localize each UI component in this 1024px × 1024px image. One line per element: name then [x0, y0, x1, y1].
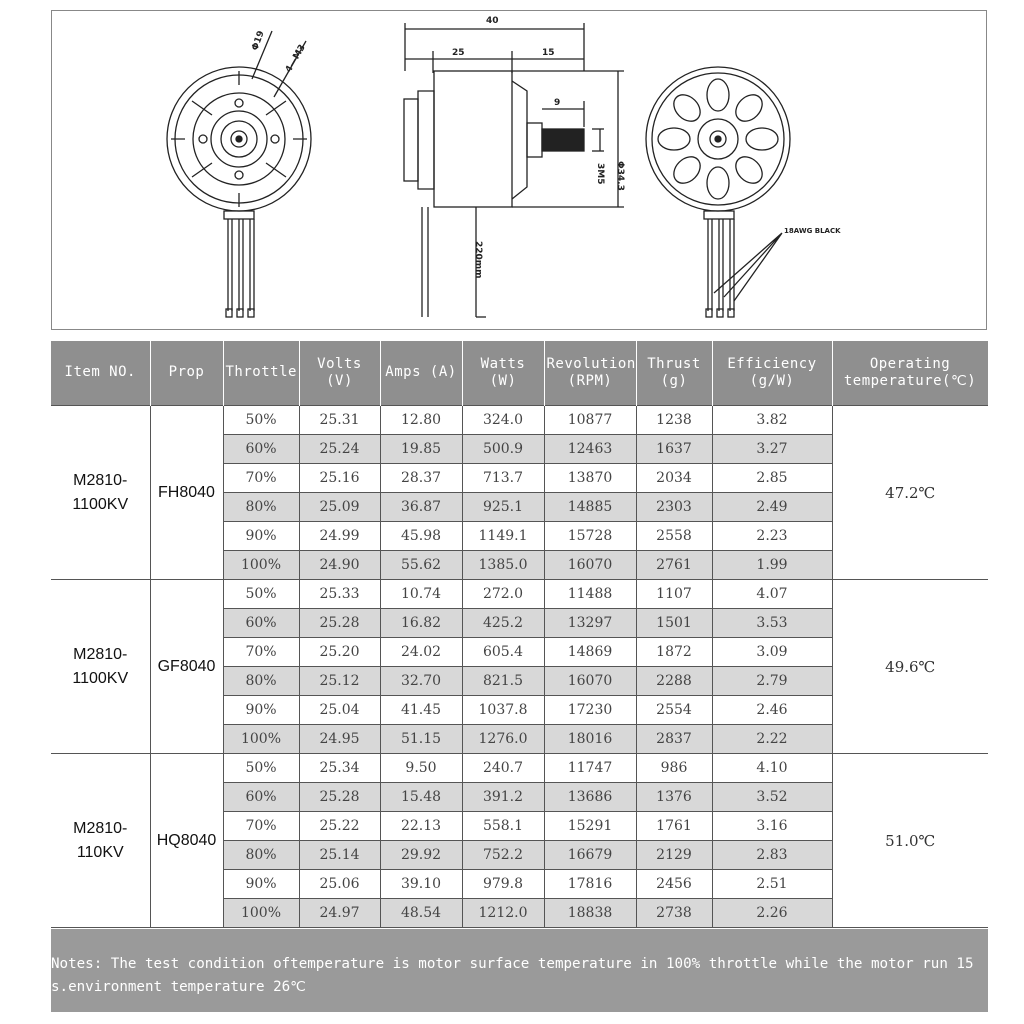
table-cell: 4.07	[712, 580, 832, 609]
table-cell: 2.49	[712, 493, 832, 522]
table-cell: 12.80	[380, 406, 462, 435]
dim-shaft-extension: 15	[542, 48, 555, 58]
table-cell: 16070	[544, 551, 636, 580]
table-cell: 90%	[223, 522, 299, 551]
table-cell: 16070	[544, 667, 636, 696]
column-header: Watts (W)	[462, 341, 544, 406]
table-cell: 425.2	[462, 609, 544, 638]
table-cell: 3.53	[712, 609, 832, 638]
table-cell: 2558	[636, 522, 712, 551]
table-cell: 821.5	[462, 667, 544, 696]
dim-screws: 4—M3	[283, 43, 308, 75]
table-cell: 80%	[223, 493, 299, 522]
table-cell: 32.70	[380, 667, 462, 696]
table-cell: 3.82	[712, 406, 832, 435]
table-cell: 500.9	[462, 435, 544, 464]
column-header: Thrust (g)	[636, 341, 712, 406]
table-cell: 70%	[223, 812, 299, 841]
front-view	[167, 31, 311, 317]
operating-temperature: 49.6℃	[832, 580, 988, 754]
table-cell: 24.97	[299, 899, 380, 928]
table-row	[51, 754, 988, 783]
table-cell: 25.28	[299, 783, 380, 812]
table-cell: 25.24	[299, 435, 380, 464]
table-cell: 1385.0	[462, 551, 544, 580]
table-cell: 17816	[544, 870, 636, 899]
table-cell: 1107	[636, 580, 712, 609]
table-cell: 2738	[636, 899, 712, 928]
table-cell: 25.16	[299, 464, 380, 493]
dim-front-diameter: Φ19	[250, 29, 267, 53]
table-cell: 70%	[223, 464, 299, 493]
table-cell: 2554	[636, 696, 712, 725]
table-cell: 15728	[544, 522, 636, 551]
table-cell: 3.52	[712, 783, 832, 812]
table-cell: 25.04	[299, 696, 380, 725]
table-cell: 3.09	[712, 638, 832, 667]
table-cell: 10877	[544, 406, 636, 435]
table-cell: 11488	[544, 580, 636, 609]
table-cell: 50%	[223, 754, 299, 783]
table-cell: 15291	[544, 812, 636, 841]
table-cell: 605.4	[462, 638, 544, 667]
table-cell: 90%	[223, 696, 299, 725]
table-header	[51, 341, 988, 406]
table-cell: 2303	[636, 493, 712, 522]
table-cell: 979.8	[462, 870, 544, 899]
table-cell: 2.23	[712, 522, 832, 551]
table-cell: 41.45	[380, 696, 462, 725]
table-cell: 752.2	[462, 841, 544, 870]
table-cell: 925.1	[462, 493, 544, 522]
table-cell: 25.34	[299, 754, 380, 783]
table-cell: 2761	[636, 551, 712, 580]
motor-technical-drawing	[51, 10, 987, 330]
table-cell: 1276.0	[462, 725, 544, 754]
table-cell: 25.28	[299, 609, 380, 638]
table-cell: 2.79	[712, 667, 832, 696]
table-cell: 2.83	[712, 841, 832, 870]
operating-temperature: 47.2℃	[832, 406, 988, 580]
table-cell: 240.7	[462, 754, 544, 783]
column-header: Throttle	[223, 341, 299, 406]
operating-temperature: 51.0℃	[832, 754, 988, 928]
column-header: Efficiency (g/W)	[712, 341, 832, 406]
item-number: M2810-1100KV	[51, 580, 150, 754]
table-cell: 90%	[223, 870, 299, 899]
column-header: Item NO.	[51, 341, 150, 406]
dim-body-length: 25	[452, 48, 465, 58]
table-cell: 11747	[544, 754, 636, 783]
table-cell: 1149.1	[462, 522, 544, 551]
table-cell: 2288	[636, 667, 712, 696]
table-cell: 19.85	[380, 435, 462, 464]
table-cell: 24.95	[299, 725, 380, 754]
table-cell: 18838	[544, 899, 636, 928]
table-cell: 25.33	[299, 580, 380, 609]
drawing-svg	[52, 11, 988, 331]
table-cell: 986	[636, 754, 712, 783]
table-cell: 1637	[636, 435, 712, 464]
column-header: Revolution (RPM)	[544, 341, 636, 406]
table-cell: 25.22	[299, 812, 380, 841]
prop-name: HQ8040	[150, 754, 223, 928]
table-cell: 39.10	[380, 870, 462, 899]
table-cell: 25.12	[299, 667, 380, 696]
table-cell: 36.87	[380, 493, 462, 522]
table-cell: 12463	[544, 435, 636, 464]
motor-spec-table	[51, 341, 989, 928]
table-cell: 50%	[223, 580, 299, 609]
column-header: Amps (A)	[380, 341, 462, 406]
table-cell: 13686	[544, 783, 636, 812]
table-cell: 1872	[636, 638, 712, 667]
table-cell: 25.31	[299, 406, 380, 435]
table-cell: 2837	[636, 725, 712, 754]
table-cell: 4.10	[712, 754, 832, 783]
table-cell: 60%	[223, 435, 299, 464]
table-cell: 2.46	[712, 696, 832, 725]
table-cell: 13870	[544, 464, 636, 493]
table-cell: 14869	[544, 638, 636, 667]
prop-name: FH8040	[150, 406, 223, 580]
table-cell: 70%	[223, 638, 299, 667]
table-body	[51, 406, 988, 928]
table-cell: 1212.0	[462, 899, 544, 928]
rear-view	[646, 67, 790, 317]
table-cell: 13297	[544, 609, 636, 638]
table-cell: 25.06	[299, 870, 380, 899]
table-cell: 60%	[223, 609, 299, 638]
dim-lead-length: 220mm	[473, 241, 483, 279]
table-cell: 9.50	[380, 754, 462, 783]
table-cell: 16679	[544, 841, 636, 870]
table-cell: 60%	[223, 783, 299, 812]
table-cell: 28.37	[380, 464, 462, 493]
table-cell: 1376	[636, 783, 712, 812]
table-cell: 55.62	[380, 551, 462, 580]
table-row	[51, 406, 988, 435]
item-number: M2810-1100KV	[51, 406, 150, 580]
table-cell: 45.98	[380, 522, 462, 551]
table-cell: 22.13	[380, 812, 462, 841]
table-cell: 100%	[223, 899, 299, 928]
table-cell: 558.1	[462, 812, 544, 841]
table-cell: 24.90	[299, 551, 380, 580]
table-cell: 100%	[223, 551, 299, 580]
table-cell: 24.99	[299, 522, 380, 551]
table-cell: 3.16	[712, 812, 832, 841]
table-cell: 29.92	[380, 841, 462, 870]
dim-overall-length: 40	[486, 16, 499, 26]
table-cell: 2.51	[712, 870, 832, 899]
table-cell: 1037.8	[462, 696, 544, 725]
prop-name: GF8040	[150, 580, 223, 754]
table-cell: 2.85	[712, 464, 832, 493]
wire-label: 18AWG BLACK	[784, 227, 841, 235]
table-cell: 272.0	[462, 580, 544, 609]
dim-shaft-diameter: 3M5	[595, 163, 605, 185]
table-cell: 80%	[223, 841, 299, 870]
test-notes: Notes: The test condition oftemperature is motor surface temperature in 100% throttle while the motor run 15 s.environment temperature 26℃	[51, 929, 988, 1012]
table-cell: 50%	[223, 406, 299, 435]
side-view	[404, 23, 624, 317]
header-row	[51, 341, 988, 406]
table-cell: 16.82	[380, 609, 462, 638]
table-cell: 2456	[636, 870, 712, 899]
table-cell: 2034	[636, 464, 712, 493]
item-number: M2810-110KV	[51, 754, 150, 928]
table-cell: 10.74	[380, 580, 462, 609]
table-cell: 24.02	[380, 638, 462, 667]
dim-shaft-length: 9	[554, 98, 561, 108]
table-cell: 1238	[636, 406, 712, 435]
table-cell: 25.20	[299, 638, 380, 667]
column-header: Prop	[150, 341, 223, 406]
table-cell: 51.15	[380, 725, 462, 754]
table-cell: 713.7	[462, 464, 544, 493]
dim-body-diameter: Φ34.3	[615, 161, 625, 191]
table-cell: 1761	[636, 812, 712, 841]
table-cell: 2.26	[712, 899, 832, 928]
table-cell: 391.2	[462, 783, 544, 812]
table-cell: 25.14	[299, 841, 380, 870]
table-cell: 48.54	[380, 899, 462, 928]
table-cell: 2.22	[712, 725, 832, 754]
table-cell: 3.27	[712, 435, 832, 464]
table-cell: 18016	[544, 725, 636, 754]
table-cell: 324.0	[462, 406, 544, 435]
column-header: Operating temperature(℃)	[832, 341, 988, 406]
table-cell: 15.48	[380, 783, 462, 812]
table-cell: 25.09	[299, 493, 380, 522]
table-row	[51, 580, 988, 609]
table-cell: 2129	[636, 841, 712, 870]
table-cell: 1501	[636, 609, 712, 638]
column-header: Volts (V)	[299, 341, 380, 406]
table-cell: 1.99	[712, 551, 832, 580]
table-cell: 80%	[223, 667, 299, 696]
table-cell: 17230	[544, 696, 636, 725]
table-cell: 100%	[223, 725, 299, 754]
table-cell: 14885	[544, 493, 636, 522]
